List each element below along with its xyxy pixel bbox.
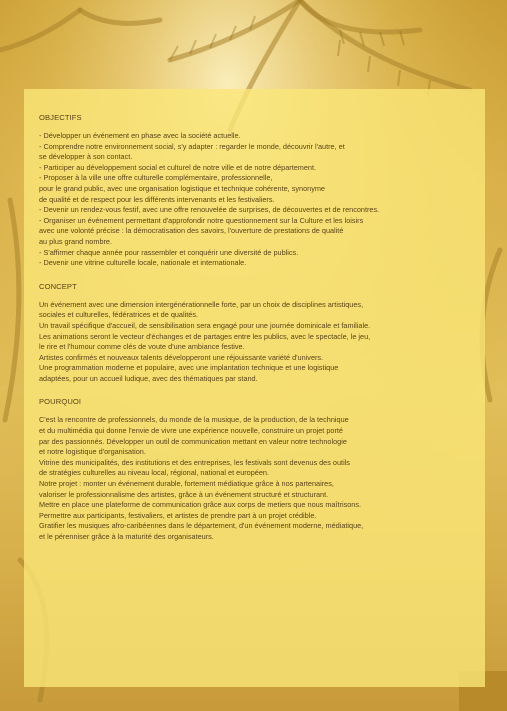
text-line: par des passionnés. Développer un outil de communication mettant en valeur notre technologie bbox=[39, 436, 347, 446]
objectifs-list bbox=[39, 131, 485, 269]
section-title: OBJECTIFS bbox=[39, 113, 82, 122]
text-line: Les animations seront le vecteur d'échanges et de partages entre les publics, avec le spectacle, le jeu, bbox=[39, 331, 371, 341]
list-item: - Organiser un événement permettant d'approfondir notre questionnement sur la Culture et les loisirs bbox=[39, 215, 364, 225]
list-item: se développer à son contact. bbox=[39, 152, 133, 162]
text-line: de stratégies culturelles au niveau local, régional, national et européen. bbox=[39, 468, 270, 478]
text-line: Vitrine des municipalités, des institutions et des entreprises, les festivals sont devenus des outils bbox=[39, 457, 350, 467]
text-line: et le pérenniser grâce à la maturité des organisateurs. bbox=[39, 532, 214, 541]
list-item: - Proposer à la ville une offre culturelle complémentaire, professionnelle, bbox=[39, 173, 273, 183]
section-title: POURQUOI bbox=[39, 397, 82, 407]
list-item: - S'affirmer chaque année pour rassembler et conquérir une diversité de publics. bbox=[39, 247, 299, 257]
list-item: avec une volonté précise : la démocratisation des savoirs, l'ouverture de prestations de qualité bbox=[39, 226, 344, 236]
list-item: - Devenir un rendez-vous festif, avec une offre renouvelée de surprises, de découvertes et de rencontres. bbox=[39, 205, 380, 215]
concept-text bbox=[39, 300, 485, 385]
section-title: CONCEPT bbox=[39, 281, 77, 291]
text-panel bbox=[24, 89, 485, 687]
text-line: Mettre en place une plateforme de communication grâce aux corps de metiers que nous maîtrisons. bbox=[39, 500, 362, 510]
text-line: Une programmation moderne et populaire, avec une implantation technique et une logistique bbox=[39, 363, 339, 373]
list-item: - Comprendre notre environnement social, s'y adapter : regarder le monde, découvrir l'autre, et bbox=[39, 141, 345, 151]
text-line: Un travail spécifique d'accueil, de sensibilisation sera engagé pour une journée dominicale et familiale. bbox=[39, 320, 371, 330]
list-item: - Devenir une vitrine culturelle locale, nationale et internationale. bbox=[39, 258, 247, 268]
text-line: Notre projet : monter un événement durable, fortement médiatique grâce à nos partenaires, bbox=[39, 479, 334, 489]
text-line: Un événement avec une dimension intergénérationnelle forte, par un choix de disciplines artistiques, bbox=[39, 299, 364, 309]
text-line: valoriser le professionnalisme des artistes, grâce à un événement structuré et structurant. bbox=[39, 489, 329, 499]
list-item: - Développer un événement en phase avec la société actuelle. bbox=[39, 131, 241, 140]
pourquoi-text bbox=[39, 415, 485, 542]
text-line: et du multimédia qui donne l'envie de vivre une expérience nouvelle, construire un projet porté bbox=[39, 426, 343, 436]
list-item: de qualité et de respect pour les différents intervenants et les festivaliers. bbox=[39, 194, 275, 204]
list-item: - Participer au développement social et culturel de notre ville et de notre département. bbox=[39, 162, 317, 172]
text-line: sociales et culturelles, fédératrices et de qualités. bbox=[39, 310, 198, 320]
section-pourquoi bbox=[39, 397, 485, 542]
list-item: au plus grand nombre. bbox=[39, 236, 113, 246]
section-concept bbox=[39, 282, 485, 385]
text-line: et notre logistique d'organisation. bbox=[39, 447, 146, 457]
text-line: Artistes confirmés et nouveaux talents développeront une réjouissante variété d'univers. bbox=[39, 352, 324, 362]
text-line: Permettre aux participants, festivaliers, et artistes de prendre part à un projet crédible. bbox=[39, 510, 317, 520]
list-item: pour le grand public, avec une organisation logistique et technique cohérente, synonyme bbox=[39, 183, 325, 193]
text-line: adaptées, pour un accueil ludique, avec des thématiques par stand. bbox=[39, 373, 258, 383]
section-objectifs bbox=[39, 113, 485, 269]
text-line: C'est la rencontre de professionnels, du monde de la musique, de la production, de la technique bbox=[39, 415, 349, 425]
text-line: le rire et l'humour comme clés de voute d'une ambiance festive. bbox=[39, 342, 245, 352]
text-line: Gratifier les musiques afro-caribéennes dans le département, d'un événement moderne, médiatique, bbox=[39, 521, 364, 531]
